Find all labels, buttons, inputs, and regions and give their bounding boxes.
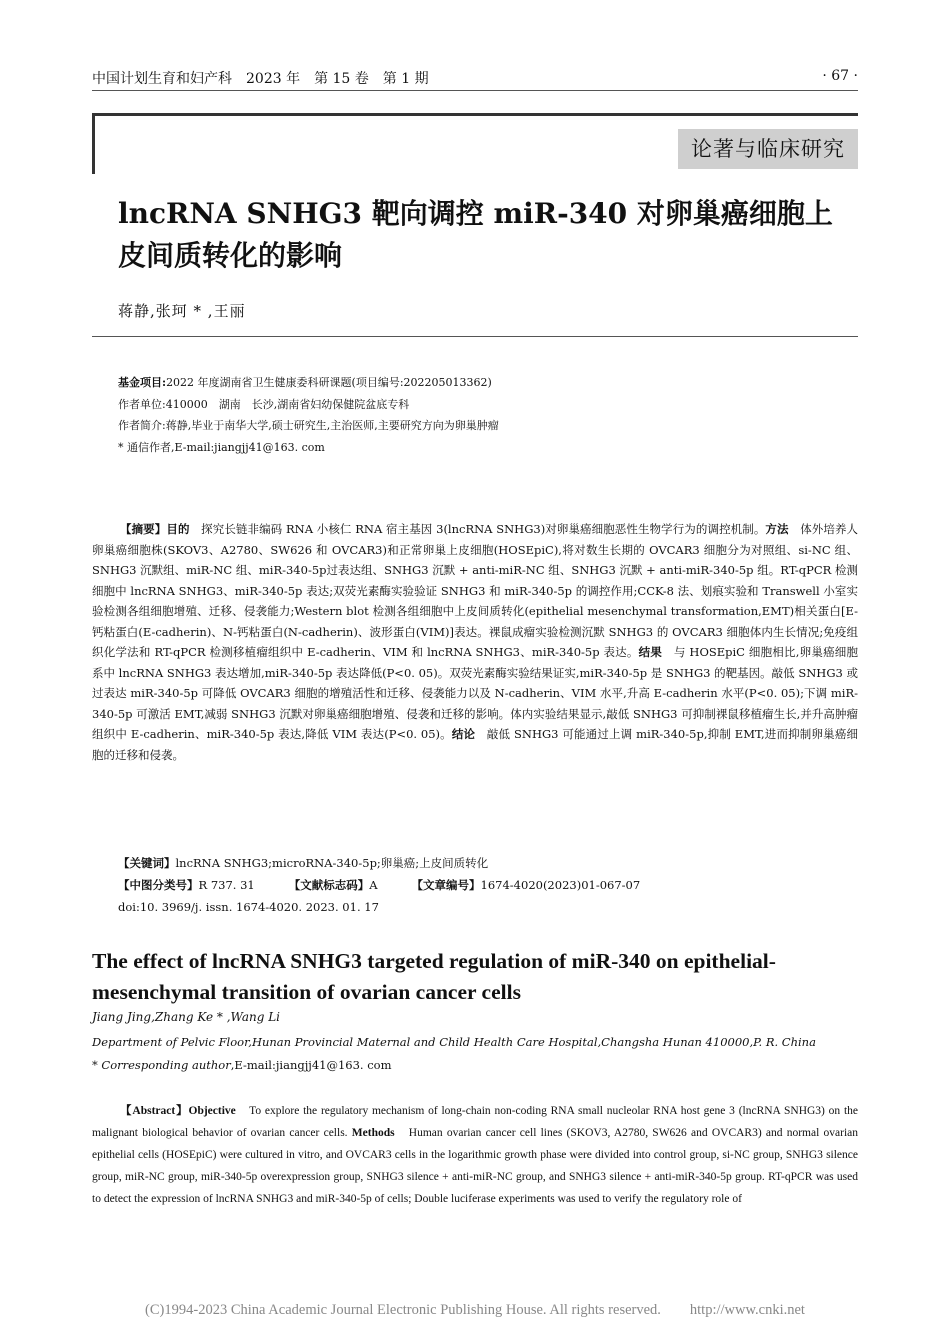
keywords-label: 【关键词】 — [118, 856, 176, 870]
conclusion-text: 敲低 SNHG3 可能通过上调 miR-340-5p,抑制 EMT,进而抑制卵巢癌细胞的迁移和侵袭。 — [92, 727, 858, 763]
unit-line: 作者单位:410000 湖南 长沙,湖南省妇幼保健院盆底专科 — [118, 397, 410, 411]
article-number-label: 【文章编号】 — [411, 878, 481, 892]
running-head — [92, 68, 858, 91]
en-methods-label: Methods — [351, 1127, 395, 1139]
objective-label: 目的 — [166, 522, 190, 536]
corr-label: * Corresponding author — [92, 1058, 231, 1072]
bio-line: 作者简介:蒋静,毕业于南华大学,硕士研究生,主治医师,主要研究方向为卵巢肿瘤 — [118, 419, 499, 432]
methods-text: 体外培养人卵巢癌细胞株(SKOV3、A2780、SW626 和 OVCAR3)和正常卵巢上皮细胞(HOSEpiC),将对数生长期的 OVCAR3 细胞分为对照组、si-NC 组、SNHG3 沉默组、miR-NC 组、miR-340-5p过表达组、SNHG3 沉默 + anti-miR-NC 组、SNHG3 沉默 + anti-miR-340-5p 组。RT-qPCR 检测细胞中 lncRNA SNHG3、miR-340-5p 表达;双荧光素酶实验验证 SNHG3 和 miR-340-5p 的调控作用;CCK-8 法、划痕实验和 Transwell 小室实验检测各组细胞增殖、迁移、侵袭能力;Western blot 检测各组细胞中上皮间质转化(epithelial mesenchymal transformation,EMT)相关蛋白[E-钙粘蛋白(E-cadherin)、N-钙粘蛋白(N-cadherin)、波形蛋白(VIM)]表达。裸鼠成瘤实验检测沉默 SNHG3 的 OVCAR3 细胞体内生长情况;免疫组织化学法和 RT-qPCR 检测移植瘤组织中 E-cadherin、VIM 和 lncRNA SNHG3、miR-340-5p 表达。 — [92, 522, 859, 660]
keywords-text: lncRNA SNHG3;microRNA-340-5p;卵巢癌;上皮间质转化 — [175, 856, 489, 870]
clc-label: 【中图分类号】 — [118, 878, 199, 892]
methods-label: 方法 — [765, 522, 789, 536]
section-header — [92, 113, 858, 171]
section-label: 论著与临床研究 — [678, 129, 858, 169]
fund-line — [118, 372, 858, 394]
doi: doi:10. 3969/j. issn. 1674-4020. 2023. 01. 17 — [118, 900, 379, 914]
keywords-line — [118, 852, 858, 874]
results-label: 结果 — [638, 645, 663, 660]
objective-text: 探究长链非编码 RNA 小核仁 RNA 宿主基因 3(lncRNA SNHG3)对卵巢癌细胞恶性生物学行为的调控机制。 — [201, 522, 766, 536]
header-divider — [92, 116, 95, 174]
page-number: · 67 · — [822, 68, 858, 84]
english-title: The effect of lncRNA SNHG3 targeted regulation of miR-340 on epithelial-mesenchymal transition of ovarian cancer cells — [92, 949, 776, 1004]
corr-email: ,E-mail:jiangjj41@163. com — [230, 1058, 392, 1072]
keywords-block — [118, 852, 858, 918]
chinese-authors: 蒋静,张珂 * ,王丽 — [118, 302, 246, 320]
english-department: Department of Pelvic Floor,Hunan Provincial Maternal and Child Health Care Hospital,Changsha Hunan 410000,P. R. China — [92, 1035, 816, 1049]
results-text: 与 HOSEpiC 细胞相比,卵巢癌细胞系中 lncRNA SNHG3 表达增加,miR-340-5p 表达降低(P<0. 05)。双荧光素酶实验结果证实,miR-340-5p 是 SNHG3 的靶基因。敲低 SNHG3 或过表达 miR-340-5p 可降低 OVCAR3 细胞的增殖活性和迁移、侵袭能力以及 N-cadherin、VIM 水平,升高 E-cadherin 水平(P<0. 05);下调 miR-340-5p 可激活 EMT,减弱 SNHG3 沉默对卵巢癌细胞增殖、侵袭和迁移的影响。体内实验结果显示,敲低 SNHG3 可抑制裸鼠移植瘤生长,并升高肿瘤组织中 E-cadherin、miR-340-5p 表达,降低 VIM 表达(P<0. 05)。 — [92, 645, 859, 742]
conclusion-label: 结论 — [451, 727, 476, 742]
abstract-label: 【摘要】 — [120, 522, 167, 536]
copyright-footer: (C)1994-2023 China Academic Journal Electronic Publishing House. All rights reserved. http://www.cnki.net — [145, 1302, 805, 1318]
english-corresponding — [92, 1058, 392, 1072]
article-metadata — [118, 372, 858, 458]
divider — [92, 336, 858, 337]
fund-text: 2022 年度湖南省卫生健康委科研课题(项目编号:202205013362) — [166, 376, 492, 389]
english-authors: Jiang Jing,Zhang Ke * ,Wang Li — [92, 1010, 281, 1024]
article-number-value: 1674-4020(2023)01-067-07 — [480, 878, 641, 892]
chinese-abstract — [92, 519, 858, 766]
english-abstract — [92, 1100, 858, 1210]
classification-line — [118, 874, 858, 896]
en-methods-text: Human ovarian cancer cell lines (SKOV3, A2780, SW626 and OVCAR3) and normal ovarian epithelial cells (HOSEpiC) were cultured in vitro, and OVCAR3 cells in the logarithmic growth phase were divided into control group, si-NC group, SNHG3 silence group, miR-NC group, miR-340-5p overexpression group, SNHG3 silence + anti-miR-NC group, and SNHG3 silence + anti-miR-340-5p group. RT-qPCR was used to detect the expression of lncRNA SNHG3 and miR-340-5p of cells; Double luciferase experiments was used to verify the regulatory role of — [92, 1127, 859, 1205]
doc-code-value: A — [369, 878, 378, 892]
corr-line: * 通信作者,E-mail:jiangjj41@163. com — [118, 440, 325, 454]
en-abstract-label: 【Abstract】Objective — [120, 1105, 236, 1117]
clc-value: R 737. 31 — [198, 878, 255, 892]
chinese-title: lncRNA SNHG3 靶向调控 miR-340 对卵巢癌细胞上皮间质转化的影响 — [118, 197, 833, 272]
fund-label: 基金项目: — [118, 376, 167, 389]
doc-code-label: 【文献标志码】 — [288, 878, 370, 892]
journal-info: 中国计划生育和妇产科 2023 年 第 15 卷 第 1 期 — [92, 71, 429, 87]
en-objective-text: To explore the regulatory mechanism of long-chain non-coding RNA small nucleolar RNA host gene 3 (lncRNA SNHG3) on the malignant biological behavior of ovarian cancer cells. — [92, 1105, 858, 1139]
